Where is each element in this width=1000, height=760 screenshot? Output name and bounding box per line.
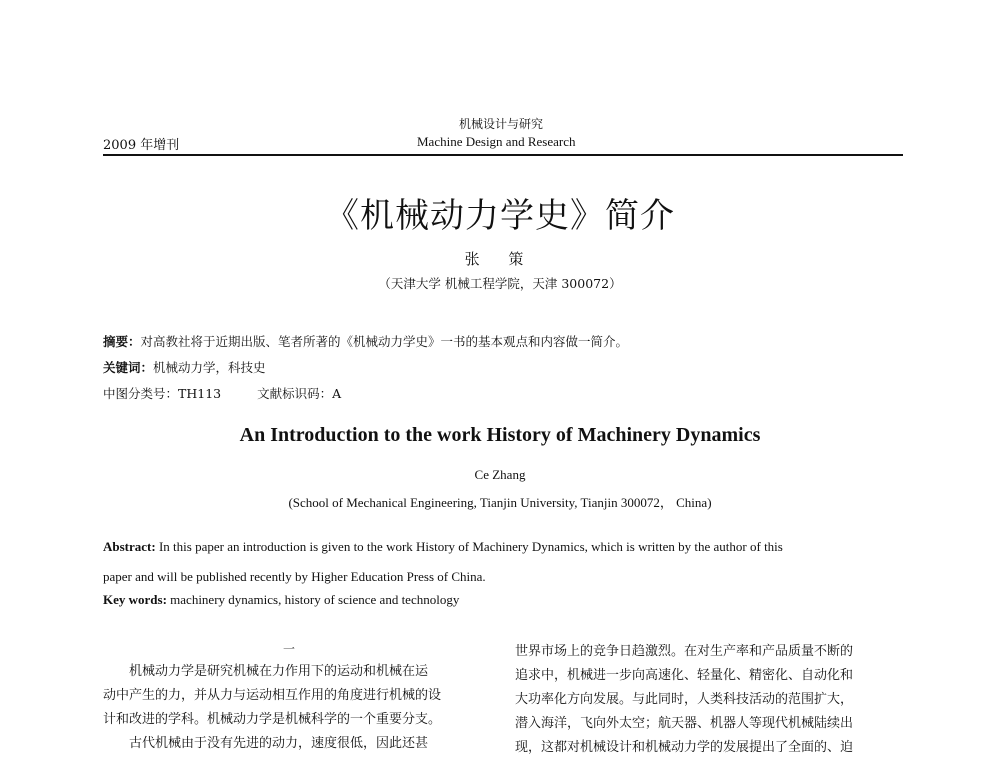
body-line: 古代机械由于没有先进的动力，速度很低，因此还甚 bbox=[129, 736, 429, 751]
doc-code-value: A bbox=[332, 386, 342, 401]
body-line: 潜入海洋，飞向外太空；航天器、机器人等现代机械陆续出 bbox=[515, 716, 854, 731]
journal-name-en: Machine Design and Research bbox=[417, 134, 576, 149]
author-en: Ce Zhang bbox=[474, 467, 526, 482]
issue-label: 2009 年增刊 bbox=[103, 138, 180, 153]
author-cn: 张 策 bbox=[464, 250, 536, 268]
classification-value: TH113 bbox=[178, 386, 222, 401]
title-cn: 《机械动力学史》简介 bbox=[325, 196, 675, 236]
affiliation-cn: （天津大学 机械工程学院，天津 300072） bbox=[378, 276, 622, 291]
classification-label: 中图分类号： bbox=[103, 386, 179, 401]
keywords-cn bbox=[103, 358, 266, 376]
abstract-en-line2: paper and will be published recently by Higher Education Press of China. bbox=[103, 569, 486, 584]
body-line: 追求中，机械进一步向高速化、轻量化、精密化、自动化和 bbox=[515, 668, 854, 683]
abstract-cn-text: 对高教社将于近期出版、笔者所著的《机械动力学史》一书的基本观点和内容做一简介。 bbox=[140, 334, 629, 349]
body-line: 动中产生的力，并从力与运动相互作用的角度进行机械的设 bbox=[103, 688, 442, 703]
keywords-en-text: machinery dynamics, history of science and technology bbox=[166, 592, 460, 607]
journal-name-cn: 机械设计与研究 bbox=[459, 117, 544, 131]
left-column bbox=[103, 660, 495, 756]
body-line: 现，这都对机械设计和机械动力学的发展提出了全面的、迫 bbox=[515, 740, 854, 755]
body-line: 计和改进的学科。机械动力学是机械科学的一个重要分支。 bbox=[103, 712, 442, 727]
keywords-cn-text: 机械动力学，科技史 bbox=[153, 360, 266, 375]
classification bbox=[103, 384, 341, 402]
title-en: An Introduction to the work History of Machinery Dynamics bbox=[239, 424, 761, 446]
abstract-en bbox=[103, 539, 783, 555]
keywords-cn-label: 关键词： bbox=[103, 360, 154, 375]
doc-code-label: 文献标识码： bbox=[257, 386, 333, 401]
abstract-en-label: Abstract: bbox=[103, 539, 156, 554]
header-rule bbox=[103, 154, 903, 156]
body-line: 机械动力学是研究机械在力作用下的运动和机械在运 bbox=[129, 664, 429, 679]
body-line: 大功率化方向发展。与此同时，人类科技活动的范围扩大， bbox=[515, 692, 854, 707]
section-heading: 一 bbox=[283, 642, 296, 656]
keywords-en bbox=[103, 592, 459, 608]
abstract-cn-label: 摘要： bbox=[103, 334, 141, 349]
affiliation-en: (School of Mechanical Engineering, Tianjin University, Tianjin 300072， China) bbox=[288, 495, 712, 510]
right-column bbox=[515, 640, 905, 760]
keywords-en-label: Key words: bbox=[103, 592, 167, 607]
body-line: 世界市场上的竞争日趋激烈。在对生产率和产品质量不断的 bbox=[515, 644, 854, 659]
abstract-en-line1: In this paper an introduction is given to the work History of Machinery Dynamics, which is written by the author of this bbox=[155, 539, 783, 554]
abstract-cn bbox=[103, 332, 628, 350]
